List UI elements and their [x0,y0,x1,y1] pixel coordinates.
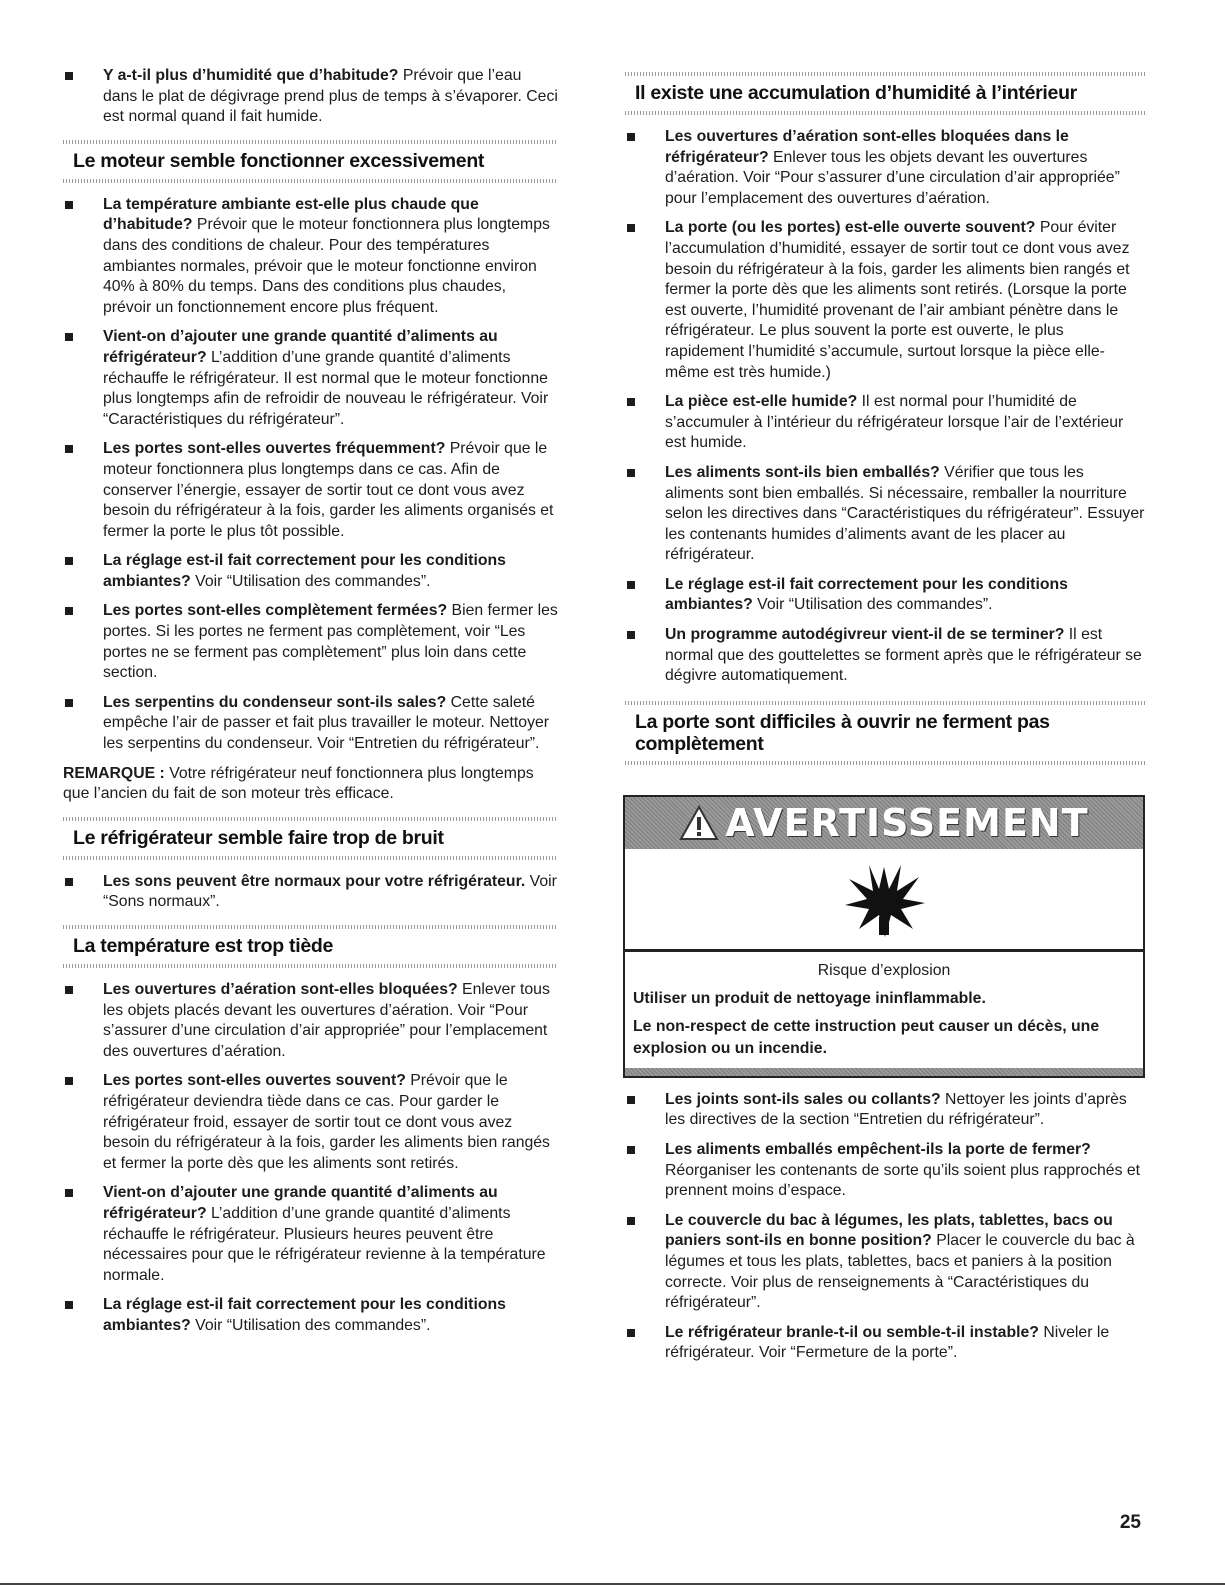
bullet [65,878,73,886]
item-answer: Voir “Utilisation des commandes”. [190,572,431,590]
item-question: Les portes sont-elles ouvertes souvent? [103,1072,406,1090]
list-item [625,1323,1145,1364]
item-question: Vient-on d’ajouter une grande quantité d’aliments au réfrigérateur? [103,1184,498,1222]
list-item [625,1211,1145,1314]
list-item [625,1140,1145,1202]
item-answer: Enlever tous les objets devant les ouvertures d’aération. Voir “Pour s’assurer d’une circulation d’air appropriée” pour l’emplacement des ouvertures d’aération. [665,148,1120,207]
item-answer: Voir “Utilisation des commandes”. [190,1316,431,1334]
list-item [625,1090,1145,1131]
item-question: Les ouvertures d’aération sont-elles bloquées dans le réfrigérateur? [665,128,1069,166]
item-answer: Niveler le réfrigérateur. Voir “Fermeture de la porte”. [665,1323,1110,1362]
item-question: La porte (ou les portes) est-elle ouverte souvent? [665,219,1036,237]
section-door [625,701,1145,765]
warning-title [679,801,1088,845]
section-heading: Le moteur semble fonctionner excessivement [73,149,485,172]
bullet [627,1217,635,1225]
bullet [65,1301,73,1309]
section-motor [63,140,558,183]
item-question: Les portes sont-elles ouvertes fréquemment? [103,440,446,458]
section-heading: Le réfrigérateur semble faire trop de bruit [73,826,444,849]
section-temperature [63,925,558,968]
item-answer: L’addition d’une grande quantité d’aliments réchauffe le réfrigérateur. Il est normal que le moteur fonctionne plus longtemps afin de refroidir de nouveau le réfrigérateur. Voir “Caractéristiques du réfrigérateur”. [103,348,549,428]
section-heading: La porte sont difficiles à ouvrir ne ferment pas complètement [635,710,1050,755]
item-question: Les aliments sont-ils bien emballés? [665,463,940,481]
item-answer: Il est normal pour l’humidité de s’accumuler à l’intérieur du réfrigérateur lorsque l’air de l’extérieur est humide. [665,393,1124,452]
item-question: Le réfrigérateur branle-t-il ou semble-t-il instable? [665,1323,1039,1341]
bullet [65,986,73,994]
item-question: Le couvercle du bac à légumes, les plats, tablettes, bacs ou paniers sont-ils en bonne position? [665,1211,1113,1250]
list-item [625,127,1145,209]
warning-triangle-icon [679,805,719,841]
list-item [63,327,558,430]
list-item [63,980,558,1062]
item-answer: Voir “Utilisation des commandes”. [752,596,993,614]
warning-body [625,952,1143,1068]
list-item [63,439,558,542]
explosion-icon-area [625,849,1143,952]
section-heading: Il existe une accumulation d’humidité à l’intérieur [635,82,1077,104]
divider [625,111,1145,115]
item-question: Le réglage est-il fait correctement pour les conditions ambiantes? [665,575,1068,614]
warning-line-1: Utiliser un produit de nettoyage ininflammable. [633,989,986,1007]
right-column [625,66,1145,1373]
item-question: Un programme autodégivreur vient-il de se terminer? [665,626,1065,644]
item-question: La température ambiante est-elle plus chaude que d’habitude? [103,195,479,234]
list-item [63,693,558,755]
bullet [65,445,73,453]
item-answer: Réorganiser les contenants de sorte qu’ils soient plus rapprochés et prennent moins d’espace. [665,1161,1141,1200]
item-answer: Il est normal que des gouttelettes se forment après que le réfrigérateur se dégivre automatiquement. [665,626,1142,685]
item-question: Les portes sont-elles complètement fermées? [103,602,448,620]
bullet [627,1096,635,1104]
bullet [627,1146,635,1154]
item-answer: Prévoir que le moteur fonctionnera plus longtemps dans ce cas. Afin de conserver l’énergie, essayer de sortir tout ce dont vous avez besoin du réfrigérateur à la fois, garder les aliments organisés et fermer la porte le plus tôt possible. [103,440,554,540]
list-item [63,195,558,319]
bullet [65,699,73,707]
item-answer: Placer le couvercle du bac à légumes et tous les plats, tablettes, bacs et paniers à la position correcte. Voir plus de renseignements à “Caractéristiques du réfrigérateur”. [665,1232,1135,1312]
item-answer: Nettoyer les joints d’après les directives de la section “Entretien du réfrigérateur”. [665,1090,1127,1129]
bullet [627,469,635,477]
bullet [65,201,73,209]
warning-footer-band [625,1068,1143,1076]
list-item [63,1295,558,1336]
list-item [625,463,1145,566]
item-answer: L’addition d’une grande quantité d’aliments réchauffe le réfrigérateur. Plusieurs heures peuvent être nécessaires pour que le réfrigérateur revienne à la température normale. [103,1204,546,1284]
item-answer: Pour éviter l’accumulation d’humidité, essayer de sortir tout ce dont vous avez besoin du réfrigérateur à la fois, garder les aliments bien rangés et fermer la porte dès que les aliments sont retirés. (Lorsque la porte est ouverte, l’humidité provenant de l’air ambiant pénètre dans le réfrigérateur. Le plus souvent la porte est ouverte, le plus rapidement l’humidité s’accumule, surtout lorsque la pièce elle-même est très humide.) [665,219,1130,381]
page-number: 25 [1119,1512,1141,1533]
item-answer: Prévoir que le moteur fonctionnera plus longtemps dans des conditions de chaleur. Pour des températures ambiantes normales, prévoir que le moteur fonctionne environ 40% à 80% du temps. Dans des conditions plus chaudes, prévoir un fonctionnement encore plus fréquent. [103,216,550,316]
divider [63,179,558,183]
bullet [65,1189,73,1197]
list-item [625,625,1145,687]
item-question: Y a-t-il plus d’humidité que d’habitude? [103,67,399,84]
list-item [63,601,558,683]
item-question: Les sons peuvent être normaux pour votre réfrigérateur. [103,872,526,890]
item-answer: Prévoir que l’eau dans le plat de dégivrage prend plus de temps à s’évaporer. Ceci est normal quand il fait humide. [103,67,558,126]
bullet [65,72,73,80]
divider [625,761,1145,765]
item-answer: Vérifier que tous les aliments sont bien emballés. Si nécessaire, remballer la nourriture selon les directives dans “Caractéristiques du réfrigérateur”. Essuyer les contenants humides d’aliments avant de les placer au réfrigérateur. [665,463,1145,564]
list-item [63,1071,558,1174]
item-question: Les ouvertures d’aération sont-elles bloquées? [103,981,458,998]
warning-line-2: Le non-respect de cette instruction peut causer un décès, une explosion ou un incendie. [633,1017,1100,1057]
warning-header [625,797,1143,849]
item-question: La pièce est-elle humide? [665,393,858,411]
bullet [65,607,73,615]
list-item [63,872,558,913]
warning-title-text: AVERTISSEMENT [725,800,1089,845]
item-question: Les joints sont-ils sales ou collants? [665,1090,941,1108]
bullet [627,398,635,406]
bullet [627,224,635,232]
bullet [65,1077,73,1085]
divider [63,856,558,860]
item-question: Les serpentins du condenseur sont-ils sales? [103,693,447,711]
section-heading: La température est trop tiède [73,935,334,957]
bullet [627,133,635,141]
section-noise [63,817,558,860]
section-humidity [625,72,1145,115]
bullet [627,1329,635,1337]
list-item [63,66,558,128]
list-item [63,1183,558,1286]
item-answer: Bien fermer les portes. Si les portes ne ferment pas complètement, voir “Les portes ne se ferment pas complètement” plus loin dans cette section. [103,602,558,682]
list-item [63,551,558,592]
note-label: REMARQUE : [63,764,165,782]
hazard-label: Risque d’explosion [817,961,951,979]
item-answer: Enlever tous les objets placés devant les ouvertures d’aération. Voir “Pour s’assurer d’une circulation d’air appropriée” pour l’emplacement des ouvertures d’aération. [103,981,550,1060]
item-answer: Voir “Sons normaux”. [103,872,557,911]
bullet [65,333,73,341]
note-text: Votre réfrigérateur neuf fonctionnera plus longtemps que l’ancien du fait de son moteur très efficace. [63,764,534,803]
item-answer: Prévoir que le réfrigérateur deviendra tiède dans ce cas. Pour garder le réfrigérateur froid, essayer de sortir tout ce dont vous avez besoin du réfrigérateur à la fois, garder les aliments bien rangés et fermer la porte dès que les aliments sont retirés. [103,1072,550,1172]
item-question: Vient-on d’ajouter une grande quantité d’aliments au réfrigérateur? [103,328,498,366]
bullet [65,557,73,565]
list-item [625,575,1145,616]
list-item [625,218,1145,383]
bullet [627,631,635,639]
bullet [627,581,635,589]
item-question: La réglage est-il fait correctement pour les conditions ambiantes? [103,552,506,590]
explosion-icon [839,859,929,939]
item-question: Les aliments emballés empêchent-ils la porte de fermer? [665,1141,1091,1159]
note-paragraph [63,764,558,805]
item-question: La réglage est-il fait correctement pour les conditions ambiantes? [103,1296,506,1334]
divider [63,964,558,968]
item-answer: Cette saleté empêche l’air de passer et fait plus travailler le moteur. Nettoyer les serpentins du condenseur. Voir “Entretien du réfrigérateur”. [103,693,550,753]
list-item [625,392,1145,454]
warning-box [623,795,1145,1078]
left-column [63,66,558,1346]
